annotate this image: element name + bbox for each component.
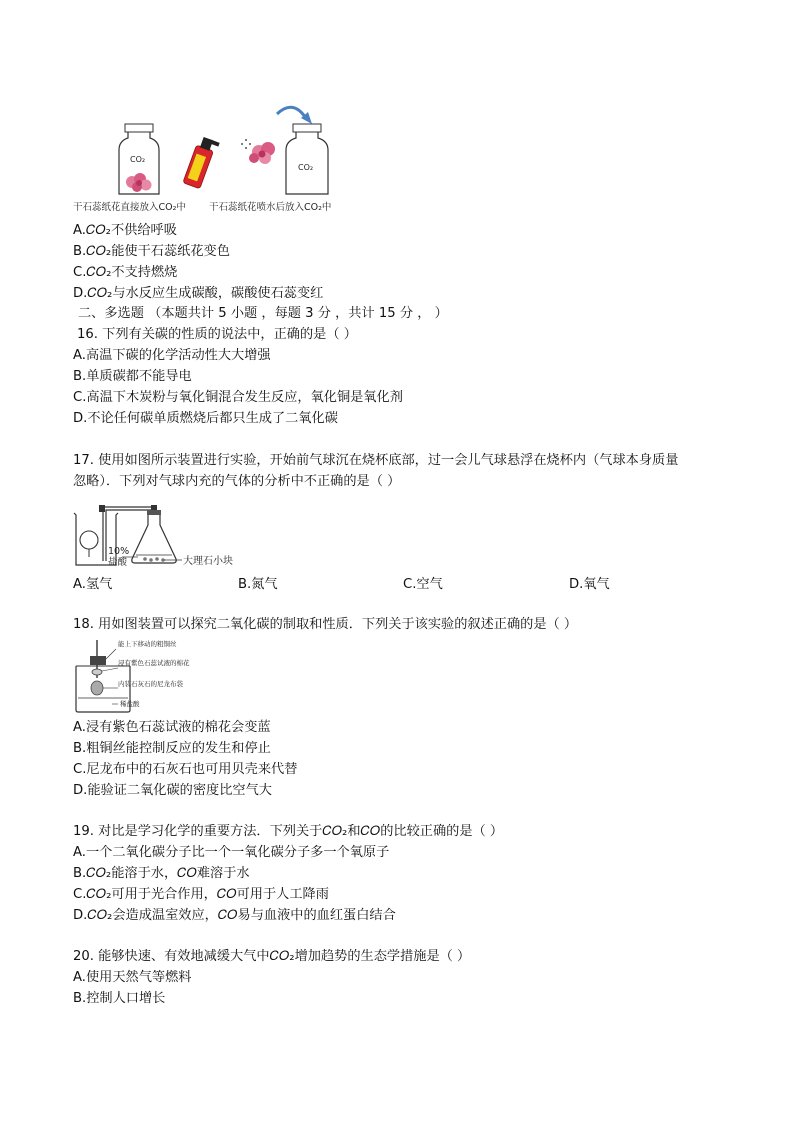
q16-option-c: C.高温下木炭粉与氧化铜混合发生反应，氧化铜是氧化剂	[73, 390, 403, 405]
q17-option-c: C.空气	[403, 577, 443, 592]
q17-acid-label: 盐酸	[108, 557, 128, 568]
q16-option-a: A.高温下碳的化学活动性大大增强	[73, 348, 271, 363]
q17-stem-line-2: 忽略）．下列对气球内充的气体的分析中不正确的是（ ）	[73, 474, 401, 489]
q18-label-acid: 稀盐酸	[120, 700, 140, 708]
q18-option-a: A.浸有紫色石蕊试液的棉花会变蓝	[73, 720, 271, 735]
q19-option-b: B.𝐶𝑂₂能溶于水，𝐶𝑂难溶于水	[73, 866, 250, 881]
q18-option-d: D.能验证二氧化碳的密度比空气大	[73, 783, 272, 798]
q17-marble-label: 大理石小块	[183, 556, 233, 567]
q18-stem: 18. 用如图装置可以探究二氧化碳的制取和性质．下列关于该实验的叙述正确的是（ ）	[73, 617, 578, 632]
q18-apparatus-drawing	[72, 638, 190, 714]
q20-option-a: A.使用天然气等燃料	[73, 970, 192, 985]
q15-option-b: B.𝐶𝑂₂能使干石蕊纸花变色	[73, 244, 230, 259]
q19-option-c: C.𝐶𝑂₂可用于光合作用，𝐶𝑂可用于人工降雨	[73, 887, 329, 902]
section-heading: 二、多选题 （本题共计 5 小题 ，每题 3 分 ，共计 15 分 ， ）	[78, 306, 448, 321]
q20-option-b: B.控制人口增长	[73, 991, 166, 1006]
q19-option-a: A.一个二氧化碳分子比一个一氧化碳分子多一个氧原子	[73, 845, 390, 860]
q18-figure	[72, 638, 190, 714]
q15-caption-left: 干石蕊纸花直接放入CO₂中	[73, 202, 186, 213]
q17-option-b: B.氮气	[238, 577, 278, 592]
q15-jar-right-label: CO₂	[298, 163, 314, 172]
q16-option-d: D.不论任何碳单质燃烧后都只生成了二氧化碳	[73, 411, 338, 426]
q17-figure	[72, 497, 272, 573]
q17-acid-percent: 10%	[108, 546, 130, 557]
q15-option-c: C.𝐶𝑂₂不支持燃烧	[73, 265, 178, 280]
q17-option-d: D.氧气	[569, 577, 610, 592]
q19-option-d: D.𝐶𝑂₂会造成温室效应，𝐶𝑂易与血液中的血红蛋白结合	[73, 908, 396, 923]
q17-option-a: A.氢气	[73, 577, 113, 592]
q15-option-d: D.𝐶𝑂₂与水反应生成碳酸，碳酸使石蕊变红	[73, 286, 324, 301]
q15-option-a: A.𝐶𝑂₂不供给呼吸	[73, 223, 177, 238]
q18-option-b: B.粗铜丝能控制反应的发生和停止	[73, 741, 271, 756]
q20-stem: 20. 能够快速、有效地减缓大气中𝐶𝑂₂增加趋势的生态学措施是（ ）	[73, 949, 471, 964]
q19-stem: 19. 对比是学习化学的重要方法．下列关于𝐶𝑂₂和𝐶𝑂的比较正确的是（ ）	[73, 824, 504, 839]
q17-apparatus-drawing	[72, 497, 272, 573]
q17-stem-line-1: 17. 使用如图所示装置进行实验，开始前气球沉在烧杯底部，过一会儿气球悬浮在烧杯内（气球本身质量	[73, 453, 679, 468]
q18-label-cotton: 浸有紫色石蕊试液的棉花	[118, 659, 190, 667]
q18-label-wire: 能上下移动的粗铜丝	[118, 640, 177, 648]
q15-caption-right: 干石蕊纸花喷水后放入CO₂中	[209, 202, 332, 213]
q15-jar-left-label: CO₂	[130, 155, 146, 164]
q15-apparatus-drawing	[72, 100, 362, 218]
q16-stem: 16. 下列有关碳的性质的说法中，正确的是（ ）	[77, 327, 357, 342]
q18-option-c: C.尼龙布中的石灰石也可用贝壳来代替	[73, 762, 298, 777]
q18-label-bag: 内装石灰石的尼龙布袋	[118, 680, 183, 688]
q15-figure	[72, 100, 362, 218]
q16-option-b: B.单质碳都不能导电	[73, 369, 192, 384]
